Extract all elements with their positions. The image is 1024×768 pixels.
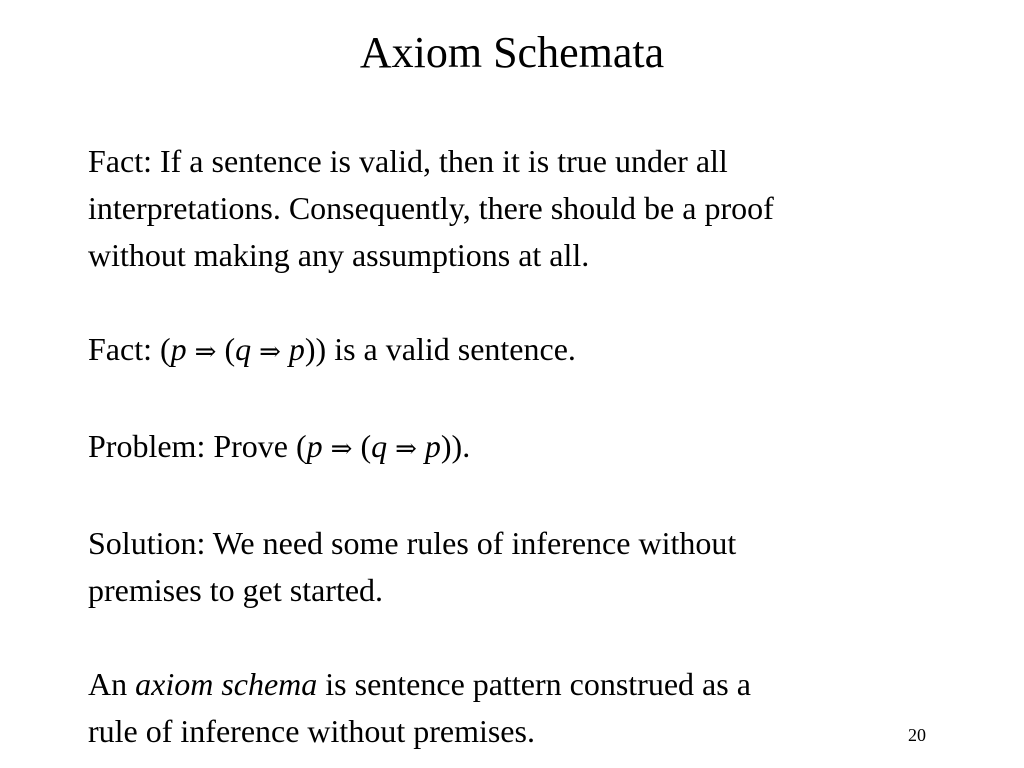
slide-title: Axiom Schemata	[359, 28, 665, 77]
text-run: An	[88, 666, 136, 702]
text-run: )) is a valid sentence.	[304, 331, 576, 367]
text-run: Problem: Prove (	[88, 428, 307, 464]
implies-symbol: ⇒	[259, 337, 281, 367]
text-line: premises to get started.	[88, 572, 384, 608]
text-line	[88, 661, 968, 708]
implies-symbol: ⇒	[395, 434, 417, 464]
text-run: )).	[440, 428, 471, 464]
variable-q: q	[235, 331, 252, 367]
variable-q: q	[371, 428, 388, 464]
axiom-schema-definition-paragraph	[88, 661, 968, 755]
variable-p: p	[288, 331, 305, 367]
text-line	[88, 423, 968, 473]
problem-paragraph	[88, 423, 968, 473]
text-line: interpretations. Consequently, there should be a proof	[88, 190, 774, 226]
text-run: (	[352, 428, 372, 464]
page-number: 20	[908, 725, 926, 745]
variable-p: p	[170, 331, 187, 367]
defined-term: axiom schema	[135, 666, 318, 702]
text-line: Solution: We need some rules of inference without	[88, 525, 737, 561]
text-line	[88, 326, 968, 376]
text-run: is sentence pattern construed as a	[317, 666, 751, 702]
variable-p: p	[424, 428, 441, 464]
solution-paragraph	[88, 520, 968, 614]
text-line: Fact: If a sentence is valid, then it is true under all	[88, 143, 728, 179]
text-line: without making any assumptions at all.	[88, 237, 590, 273]
fact-sentence-paragraph	[88, 326, 968, 376]
text-run: (	[216, 331, 236, 367]
variable-p: p	[306, 428, 323, 464]
implies-symbol: ⇒	[194, 337, 217, 367]
fact-validity-paragraph	[88, 138, 968, 279]
slide-body	[88, 138, 968, 755]
implies-symbol: ⇒	[330, 434, 353, 464]
text-line: rule of inference without premises.	[88, 713, 535, 749]
text-run: Fact: (	[88, 331, 171, 367]
